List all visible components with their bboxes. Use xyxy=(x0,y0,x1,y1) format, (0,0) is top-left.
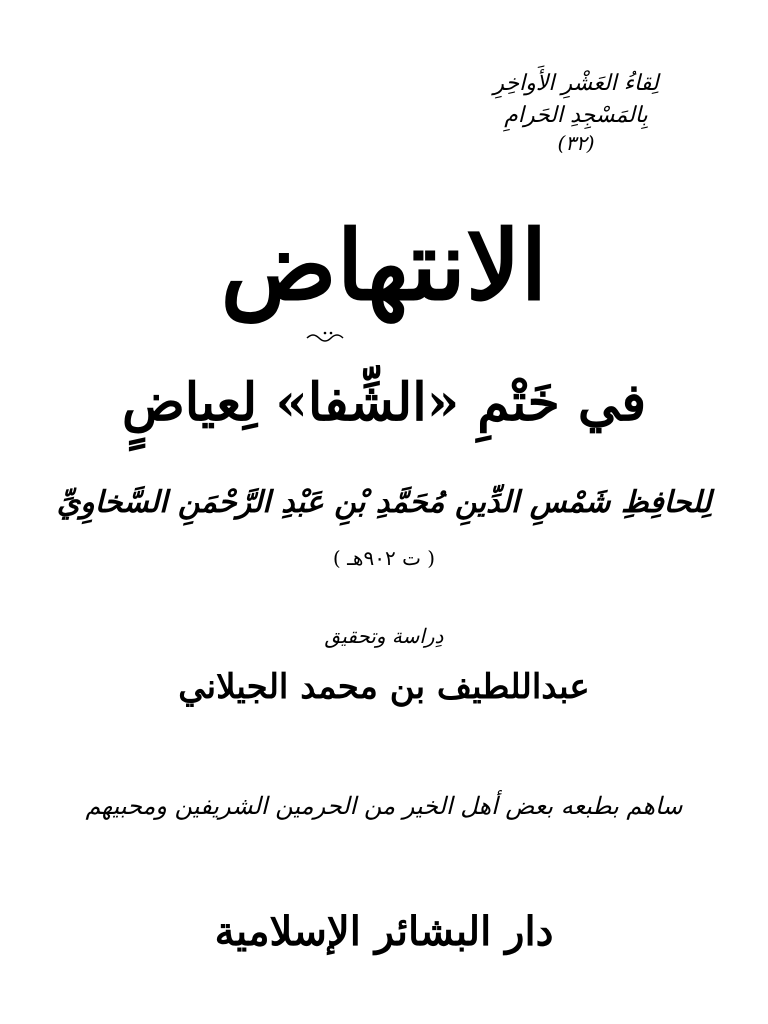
study-label: دِراسة وتحقيق xyxy=(324,624,444,648)
author-death-date: ( ت ٩٠٢هـ ) xyxy=(332,546,436,570)
sponsor-note: ساهم بطبعه بعض أهل الخير من الحرمين الشريفين ومحبيهم xyxy=(85,792,683,820)
series-line-2: بِالمَسْجِدِ الحَرامِ xyxy=(504,102,648,128)
series-line-1: لِقاءُ العَشْرِ الأَواخِرِ xyxy=(493,71,659,96)
title-ornament xyxy=(305,330,345,342)
series-block xyxy=(476,70,676,156)
book-subtitle: في خَتْمِ «الشِّفا» لِعياضٍ xyxy=(121,372,647,433)
editor-name: عبداللطيف بن محمد الجيلاني xyxy=(178,667,590,707)
book-title: الانتهاض xyxy=(220,209,548,322)
publisher-name: دار البشائر الإسلامية xyxy=(214,908,554,955)
author-line: لِلحافِظِ شَمْسِ الدِّينِ مُحَمَّدِ بْنِ عَبْدِ الرَّحْمَنِ السَّخاوِيِّ xyxy=(56,485,712,520)
series-number: (٣٢) xyxy=(557,131,595,155)
